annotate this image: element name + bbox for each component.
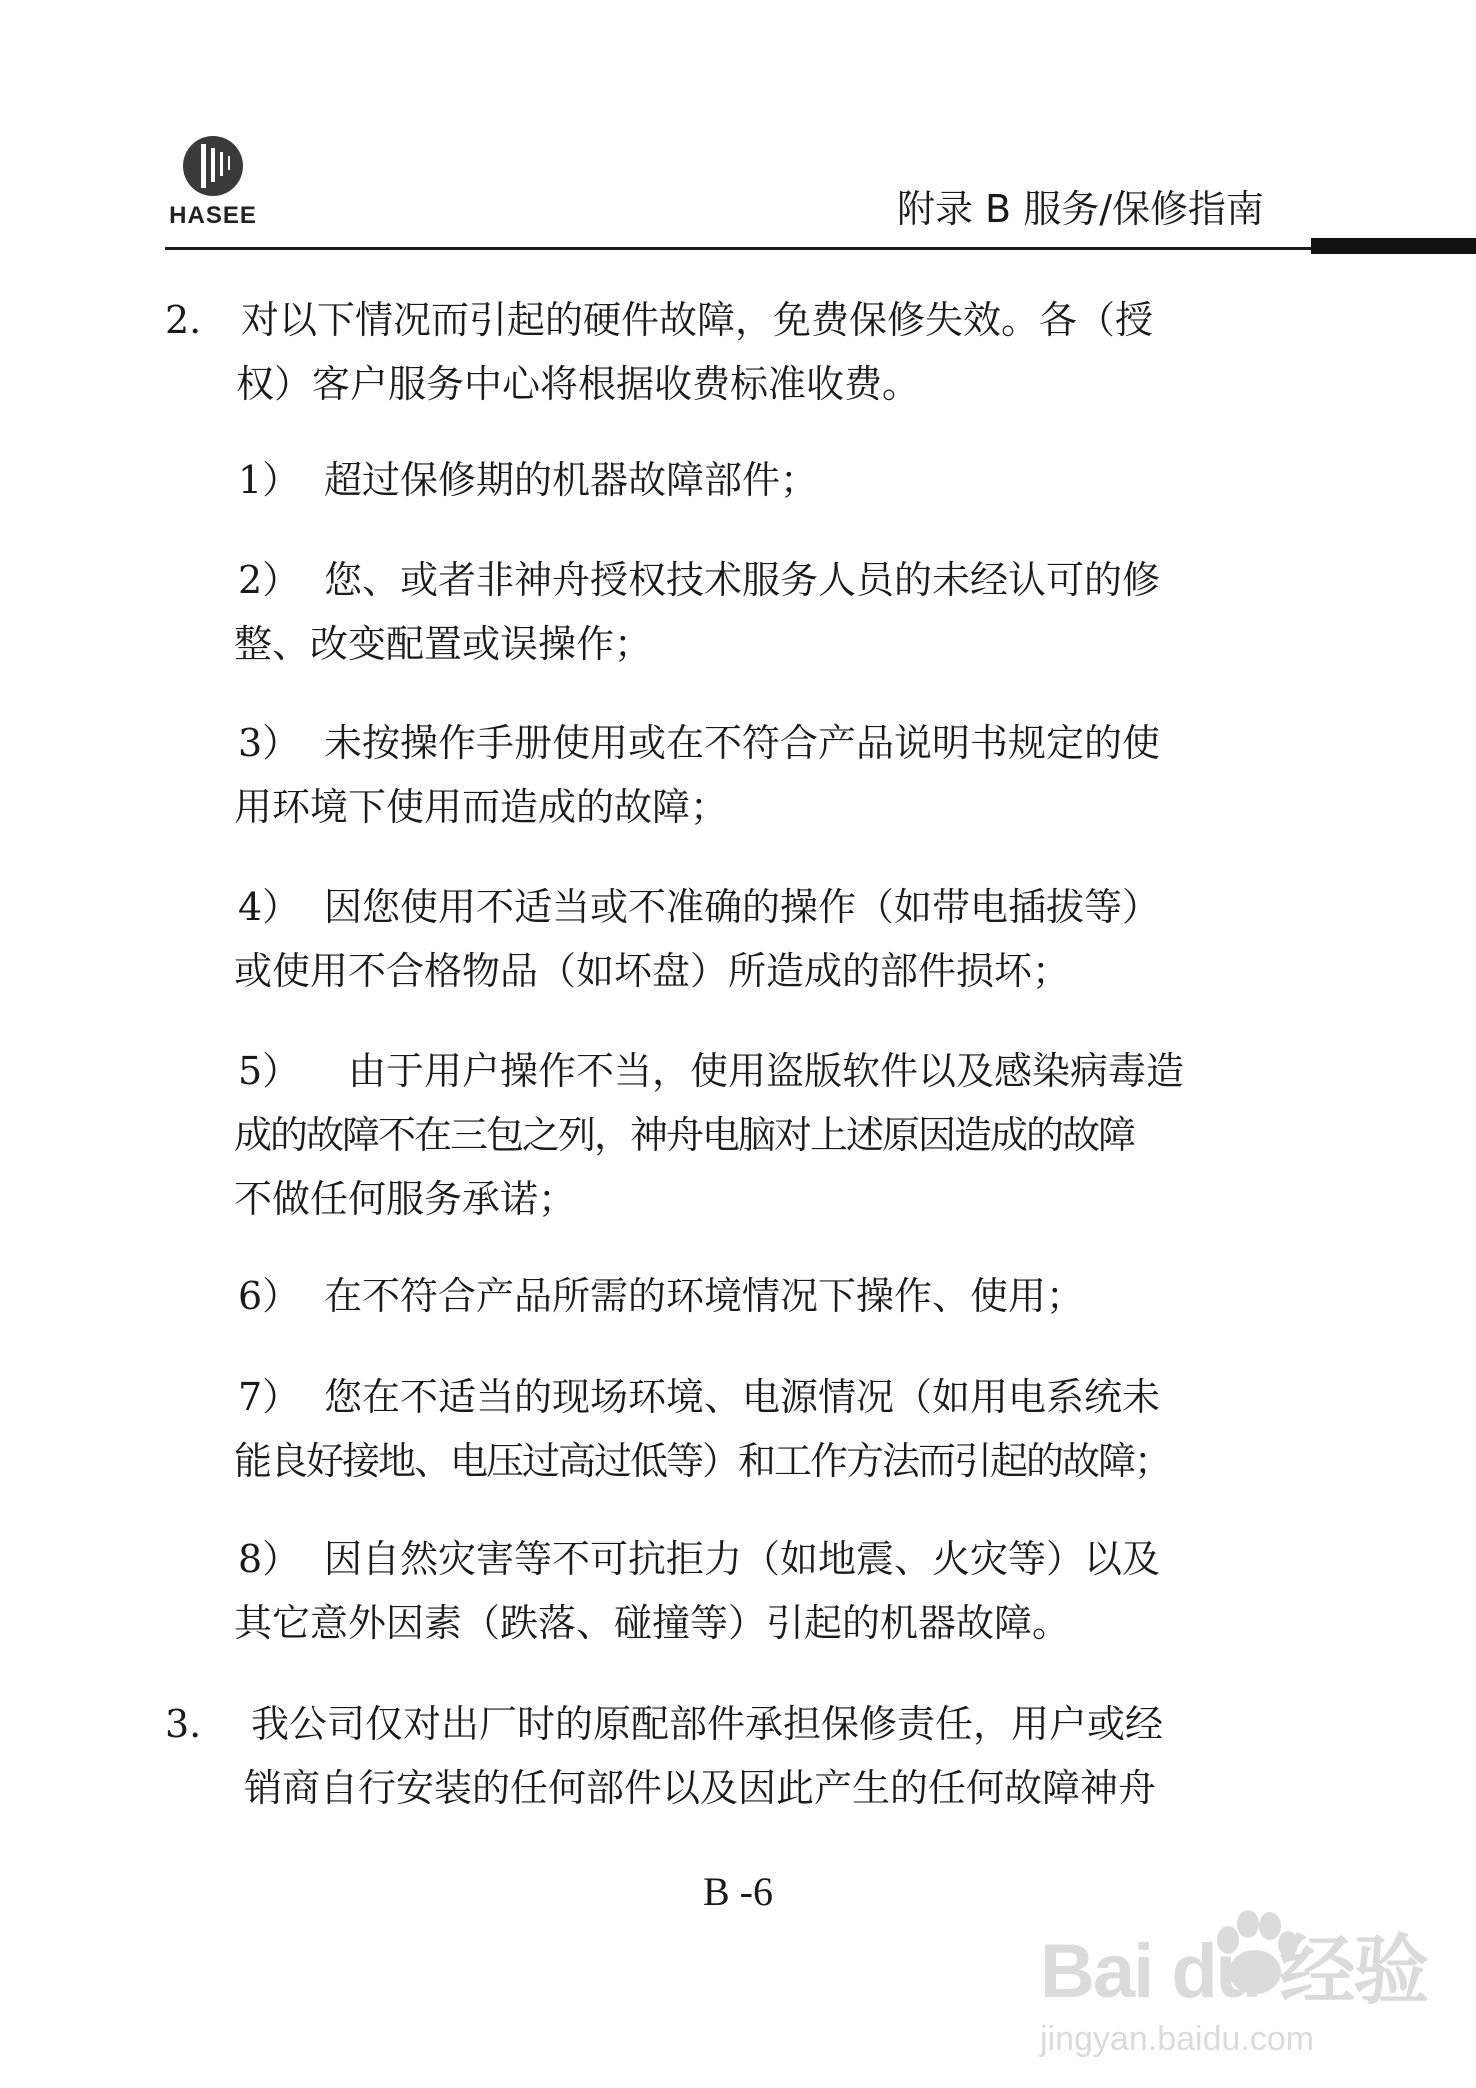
item-line: 或使用不合格物品（如坏盘）所造成的部件损坏；	[234, 949, 1071, 993]
item-number: 6）	[238, 1274, 301, 1318]
item-number: 2）	[238, 558, 301, 602]
item-line: 您、或者非神舟授权技术服务人员的未经认可的修	[324, 558, 1161, 602]
item-line: 用环境下使用而造成的故障；	[234, 785, 729, 829]
section-title: 附录 B 服务/保修指南	[896, 187, 1264, 231]
item-line: 因自然灾害等不可抗拒力（如地震、火灾等）以及	[324, 1537, 1161, 1581]
item-line: 您在不适当的现场环境、电源情况（如用电系统未	[324, 1375, 1161, 1419]
header-tab-bar	[1311, 238, 1476, 254]
item-line: 对以下情况而引起的硬件故障，免费保修失效。各（授	[241, 298, 1154, 342]
baidu-watermark	[1040, 1900, 1470, 2070]
watermark-brand: Bai du 经验	[1040, 1929, 1428, 2014]
item-line: 未按操作手册使用或在不符合产品说明书规定的使	[324, 721, 1161, 765]
item-number: 1）	[238, 458, 301, 502]
item-line: 权）客户服务中心将根据收费标准收费。	[236, 362, 921, 406]
item-number: 7）	[238, 1375, 301, 1419]
item-line: 超过保修期的机器故障部件；	[324, 458, 819, 502]
watermark-url: jingyan.baidu.com	[1040, 2020, 1315, 2058]
item-line: 销商自行安装的任何部件以及因此产生的任何故障神舟	[244, 1766, 1157, 1810]
header-divider	[165, 247, 1311, 250]
page-number: B -6	[703, 1869, 773, 1914]
hasee-logo	[165, 132, 261, 230]
item-number: 5）	[238, 1049, 301, 1093]
item-line: 我公司仅对出厂时的原配部件承担保修责任，用户或经	[251, 1702, 1164, 1746]
item-number: 8）	[238, 1537, 301, 1581]
item-line: 整、改变配置或误操作；	[234, 622, 653, 666]
item-line: 其它意外因素（跌落、碰撞等）引起的机器故障。	[234, 1601, 1071, 1645]
hasee-logo-icon	[181, 134, 245, 198]
item-line: 由于用户操作不当，使用盗版软件以及感染病毒造	[348, 1049, 1185, 1093]
item-number: 3）	[238, 721, 301, 765]
logo-text: HASEE	[169, 202, 257, 229]
item-number: 4）	[238, 885, 301, 929]
item-number: 3.	[165, 1702, 202, 1746]
item-line: 能良好接地、电压过高过低等）和工作方法而引起的故障；	[234, 1439, 1171, 1483]
item-line: 成的故障不在三包之列，神舟电脑对上述原因造成的故障	[234, 1113, 1135, 1157]
item-line: 因您使用不适当或不准确的操作（如带电插拔等）	[324, 885, 1161, 929]
item-number: 2.	[165, 298, 202, 342]
item-line: 不做任何服务承诺；	[234, 1177, 577, 1221]
item-line: 在不符合产品所需的环境情况下操作、使用；	[324, 1274, 1085, 1318]
